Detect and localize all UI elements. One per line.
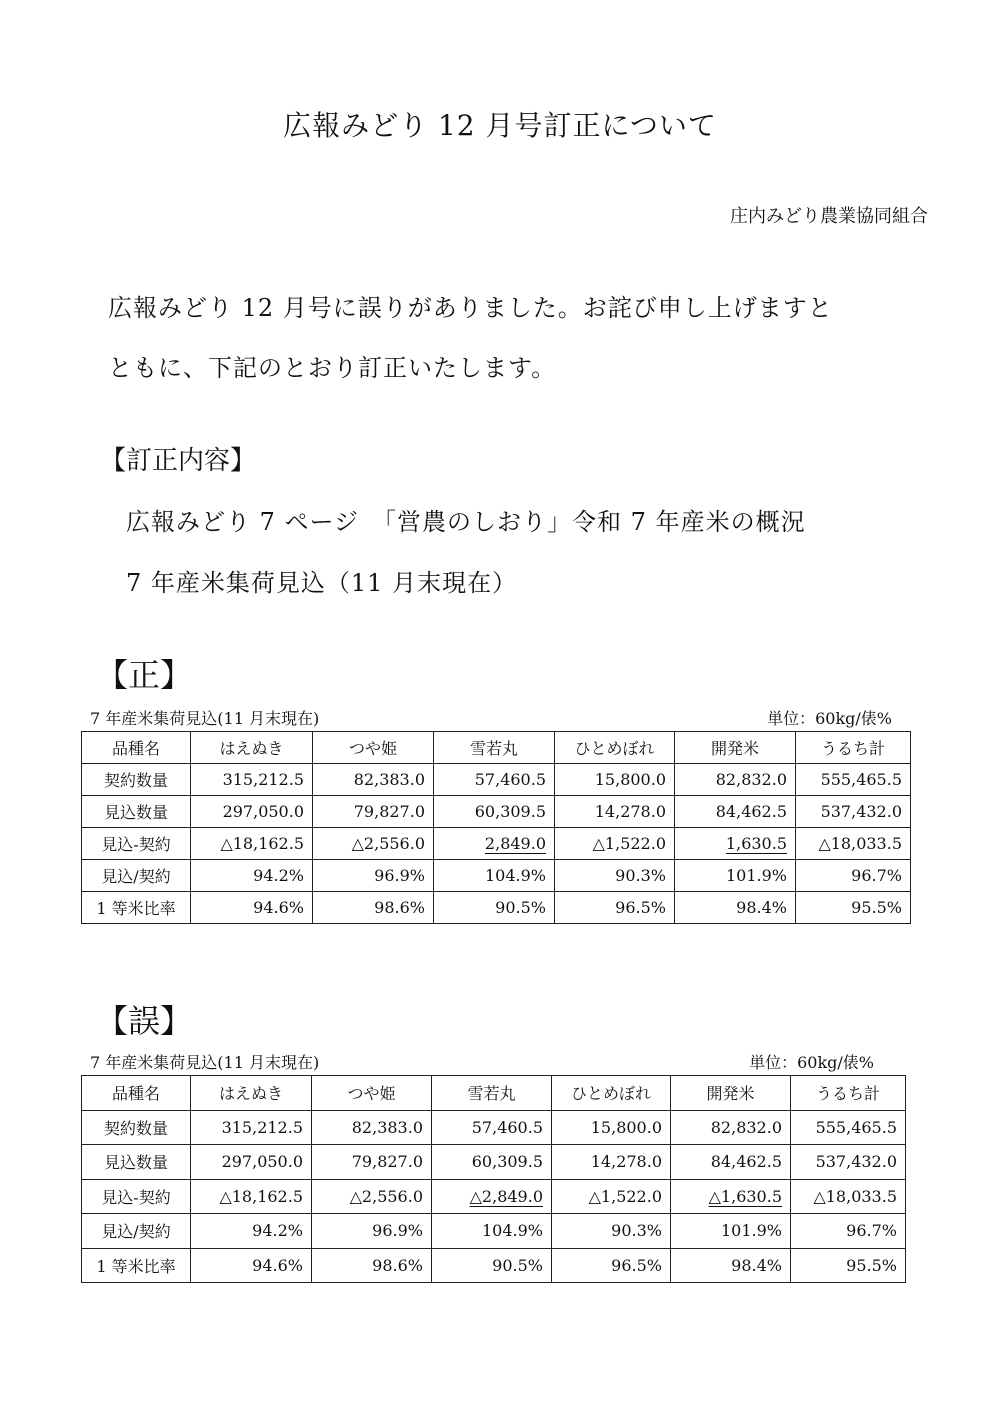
organization-name: 庄内みどり農業協同組合 — [730, 206, 928, 227]
table-cell: 82,832.0 — [671, 1110, 791, 1145]
table-cell: 57,460.5 — [432, 1110, 552, 1145]
row-label: 見込-契約 — [82, 1179, 191, 1214]
table-cell-error — [432, 1179, 552, 1214]
table-cell: 96.9% — [312, 1214, 432, 1249]
table-cell: 96.7% — [796, 860, 911, 892]
row-label: 1 等米比率 — [82, 892, 191, 924]
table-row — [82, 1179, 906, 1214]
notice-text-line-2: ともに、下記のとおり訂正いたします。 — [108, 354, 557, 382]
table-cell: 98.4% — [675, 892, 796, 924]
header-cell: はえぬき — [191, 732, 313, 764]
table-cell: △1,522.0 — [555, 828, 675, 860]
correct-table — [81, 731, 911, 924]
wrong-section-label: 【誤】 — [96, 1002, 193, 1040]
table-cell: 94.2% — [191, 860, 313, 892]
row-label: 見込数量 — [82, 796, 191, 828]
table-row — [82, 1145, 906, 1180]
table-cell: 90.5% — [432, 1248, 552, 1283]
table-cell: 95.5% — [796, 892, 911, 924]
table-cell: 90.3% — [552, 1214, 671, 1249]
table-row — [82, 828, 911, 860]
table-header-row — [82, 1076, 906, 1111]
table-cell: 104.9% — [432, 1214, 552, 1249]
header-cell: 開発米 — [675, 732, 796, 764]
header-cell: うるち計 — [791, 1076, 906, 1111]
table-cell: 14,278.0 — [555, 796, 675, 828]
header-cell: 雪若丸 — [434, 732, 555, 764]
table-cell: 98.6% — [312, 1248, 432, 1283]
table-cell: 84,462.5 — [675, 796, 796, 828]
table-cell: 82,383.0 — [312, 1110, 432, 1145]
table-cell: 101.9% — [671, 1214, 791, 1249]
wrong-table-caption: 7 年産米集荷見込(11 月末現在) — [90, 1053, 320, 1072]
table-cell: 96.9% — [313, 860, 434, 892]
row-label: 契約数量 — [82, 764, 191, 796]
table-cell: 94.6% — [191, 892, 313, 924]
table-cell: △2,556.0 — [312, 1179, 432, 1214]
table-cell: △18,162.5 — [191, 828, 313, 860]
header-cell: 品種名 — [82, 1076, 191, 1111]
table-cell: 104.9% — [434, 860, 555, 892]
table-row — [82, 796, 911, 828]
table-cell: 95.5% — [791, 1248, 906, 1283]
correct-table-caption: 7 年産米集荷見込(11 月末現在) — [90, 709, 320, 728]
row-label: 見込数量 — [82, 1145, 191, 1180]
table-cell: 90.5% — [434, 892, 555, 924]
correct-section-label: 【正】 — [96, 656, 193, 694]
correct-table-unit: 単位：60kg/俵% — [767, 709, 892, 728]
table-row — [82, 892, 911, 924]
table-cell: 297,050.0 — [191, 796, 313, 828]
header-cell: つや姫 — [313, 732, 434, 764]
table-cell: 90.3% — [555, 860, 675, 892]
table-cell: 57,460.5 — [434, 764, 555, 796]
table-cell: 60,309.5 — [432, 1145, 552, 1180]
table-cell: 537,432.0 — [791, 1145, 906, 1180]
header-cell: 品種名 — [82, 732, 191, 764]
error-value: △1,630.5 — [708, 1186, 782, 1206]
table-cell: 94.6% — [191, 1248, 312, 1283]
table-cell: △18,033.5 — [796, 828, 911, 860]
header-cell: 雪若丸 — [432, 1076, 552, 1111]
table-cell: 14,278.0 — [552, 1145, 671, 1180]
table-cell: 315,212.5 — [191, 1110, 312, 1145]
table-cell: 60,309.5 — [434, 796, 555, 828]
table-cell: △18,033.5 — [791, 1179, 906, 1214]
table-cell: 101.9% — [675, 860, 796, 892]
table-cell: 96.5% — [552, 1248, 671, 1283]
table-cell: △18,162.5 — [191, 1179, 312, 1214]
corrected-value: 1,630.5 — [725, 834, 787, 853]
table-row — [82, 1214, 906, 1249]
table-cell: 297,050.0 — [191, 1145, 312, 1180]
table-row — [82, 1110, 906, 1145]
table-cell: 15,800.0 — [555, 764, 675, 796]
table-cell: 98.4% — [671, 1248, 791, 1283]
table-cell: △2,556.0 — [313, 828, 434, 860]
table-header-row — [82, 732, 911, 764]
wrong-table — [81, 1075, 906, 1283]
table-cell: △1,522.0 — [552, 1179, 671, 1214]
table-row — [82, 764, 911, 796]
row-label: 契約数量 — [82, 1110, 191, 1145]
table-cell: 555,465.5 — [791, 1110, 906, 1145]
header-cell: はえぬき — [191, 1076, 312, 1111]
table-cell: 98.6% — [313, 892, 434, 924]
row-label: 見込/契約 — [82, 860, 191, 892]
header-cell: うるち計 — [796, 732, 911, 764]
table-cell: 555,465.5 — [796, 764, 911, 796]
table-cell: 82,832.0 — [675, 764, 796, 796]
table-row — [82, 1248, 906, 1283]
table-cell-corrected — [675, 828, 796, 860]
row-label: 1 等米比率 — [82, 1248, 191, 1283]
row-label: 見込-契約 — [82, 828, 191, 860]
table-cell: 537,432.0 — [796, 796, 911, 828]
header-cell: ひとめぼれ — [555, 732, 675, 764]
corrected-value: 2,849.0 — [484, 834, 546, 853]
table-cell: 82,383.0 — [313, 764, 434, 796]
page-title: 広報みどり 12 月号訂正について — [283, 109, 717, 142]
table-row — [82, 860, 911, 892]
table-cell-corrected — [434, 828, 555, 860]
table-cell: 315,212.5 — [191, 764, 313, 796]
wrong-table-unit: 単位：60kg/俵% — [749, 1053, 874, 1072]
table-cell: 94.2% — [191, 1214, 312, 1249]
correction-location: 広報みどり 7 ページ 「営農のしおり」令和 7 年産米の概況 — [126, 508, 806, 536]
table-cell: 79,827.0 — [312, 1145, 432, 1180]
table-cell: 79,827.0 — [313, 796, 434, 828]
row-label: 見込/契約 — [82, 1214, 191, 1249]
table-cell: 84,462.5 — [671, 1145, 791, 1180]
header-cell: ひとめぼれ — [552, 1076, 671, 1111]
header-cell: つや姫 — [312, 1076, 432, 1111]
table-cell-error — [671, 1179, 791, 1214]
error-value: △2,849.0 — [469, 1186, 543, 1206]
correction-heading: 【訂正内容】 — [100, 446, 257, 476]
table-cell: 96.7% — [791, 1214, 906, 1249]
table-cell: 96.5% — [555, 892, 675, 924]
notice-text-line-1: 広報みどり 12 月号に誤りがありました。お詫び申し上げますと — [108, 294, 833, 322]
table-cell: 15,800.0 — [552, 1110, 671, 1145]
correction-subject: 7 年産米集荷見込（11 月末現在） — [126, 569, 518, 597]
header-cell: 開発米 — [671, 1076, 791, 1111]
